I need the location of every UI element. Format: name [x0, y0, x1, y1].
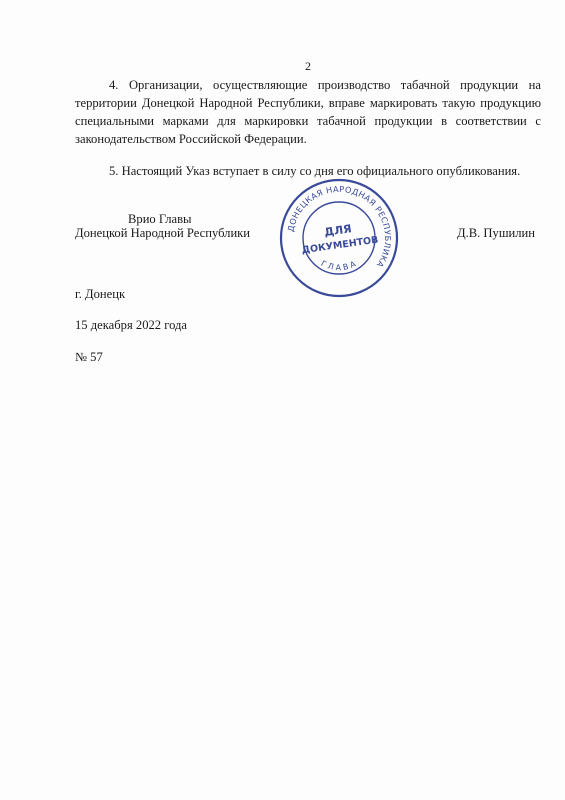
- city: г. Донецк: [75, 287, 126, 301]
- signatory-title-line-2: Донецкой Народной Республики: [75, 226, 251, 240]
- signatory-title-line-1: Врио Главы: [128, 212, 192, 226]
- stamp-bottom-text: Г Л А В А: [319, 258, 358, 273]
- stamp-outer-ring: [281, 180, 397, 296]
- document-number: № 57: [75, 350, 103, 364]
- svg-text:Г Л А В А: [319, 259, 357, 272]
- stamp-center-line-2: ДОКУМЕНТОВ: [300, 234, 380, 257]
- official-stamp: [277, 176, 401, 300]
- document-date: 15 декабря 2022 года: [75, 318, 188, 332]
- paragraph-4: 4. Организации, осуществляющие производство табачной продукции на территории Донецкой Народной Республики, вправе маркировать такую продукцию специальными марками для маркировки табачной продукции в соответствии с законодательством Российской Федерации.: [75, 78, 541, 146]
- stamp-ring-text: ДОНЕЦКАЯ НАРОДНАЯ РЕСПУБЛИКА: [285, 183, 394, 270]
- page-number: 2: [305, 59, 311, 73]
- stamp-center-line-1: ДЛЯ: [323, 222, 353, 239]
- paragraph-5: 5. Настоящий Указ вступает в силу со дня его официального опубликования.: [109, 164, 521, 178]
- signatory-name: Д.В. Пушилин: [457, 226, 536, 240]
